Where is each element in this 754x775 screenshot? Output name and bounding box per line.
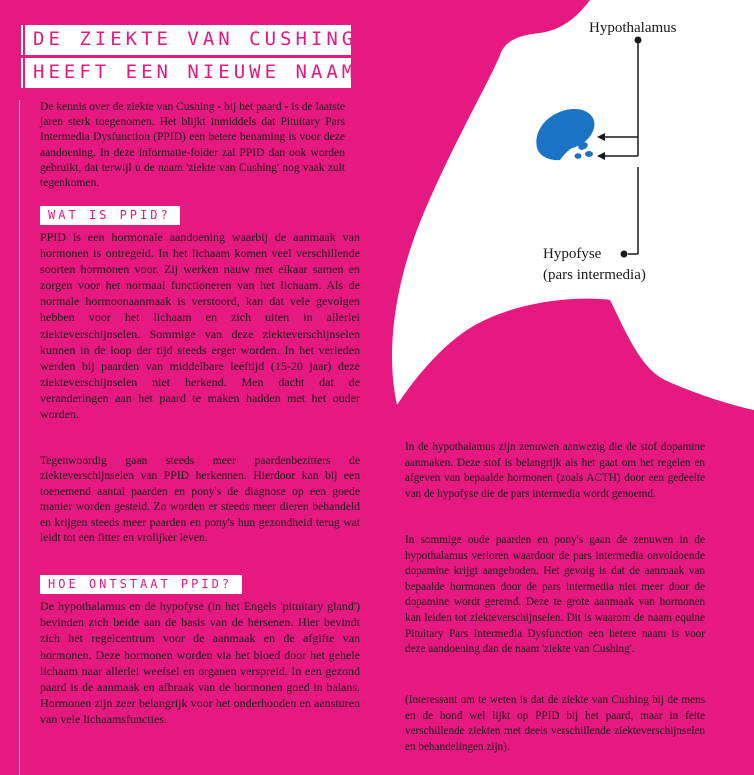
label-hypofyse: Hypofyse <box>543 246 602 262</box>
wat-is-ppid-paragraph-1: PPID is een hormonale aandoening waarbij de aanmaak van hormonen is ontregeld. In het lichaam komen veel verschillende soorten hormonen voor. Zij werken nauw met elkaar samen en zorgen voor het normaal functioneren van het lichaam. Als de normale hormoonaanmaak is verstoord, kan dat vele gevolgen hebben voor het lichaam en zich uiten in allerlei ziekteverschijnselen. Sommige van deze ziekteverschijnselen kunnen in de loop der tijd steeds erger worden. In het verleden werden bij paarden van middelbare leeftijd (15-20 jaar) deze ziekteverschijnselen niet herkend. Men dacht dat de veranderingen aan het paard te maken hadden met het ouder worden. <box>40 230 360 422</box>
horse-silhouette <box>392 0 754 410</box>
hypofyse-blob-3 <box>575 153 582 159</box>
label-hypothalamus: Hypothalamus <box>589 20 677 36</box>
page-title-line-1: DE ZIEKTE VAN CUSHING <box>25 25 351 55</box>
right-paragraph-3: (Interessant om te weten is dat de ziekte van Cushing bij de mens en de hond wel lijkt op PPID bij het paard, maar in feite verschillende ziekten met deels verschillende ziekteverschijnselen en behandelingen zijn). <box>405 694 705 753</box>
label-pars-intermedia: (pars intermedia) <box>543 267 646 283</box>
heading-wat-is-ppid: WAT IS PPID? <box>40 206 180 225</box>
hypothalamus-pointer-dot <box>635 37 642 44</box>
label-hypofyse-group <box>543 244 646 286</box>
right-paragraph-2: In sommige oude paarden en pony's gaan de zenuwen in de hypothalamus verloren waardoor de pars intermedia onvoldoende dopamine krijgt aangeboden. Het gevolg is dat de aanmaak van bepaalde hormonen door de pars intermedia niet meer door de dopamine wordt geremd. Deze te grote aanmaak van hormonen kan leiden tot ziekteverschijnselen. Dit is waarom de naam equine Pituitary Pars Intermedia Dysfunction een betere naam is voor deze aandoening dan de naam 'ziekte van Cushing'. <box>405 534 705 656</box>
right-paragraph-1: In de hypothalamus zijn zenuwen aanwezig die de stof dopamine aanmaken. Deze stof is belangrijk als het gaat om het regelen en afgeven van bepaalde hormonen (zoals ACTH) door een gedeelte van de hypofyse die de pars intermedia wordt genoemd. <box>405 441 705 500</box>
heading-hoe-ontstaat-ppid: HOE ONTSTAAT PPID? <box>40 575 242 594</box>
intro-paragraph: De kennis over de ziekte van Cushing - bij het paard - is de laatste jaren sterk toegenomen. Het blijkt inmiddels dat Pituitary Pars Intermedia Dysfunction (PPID) een betere benaming is voor deze aandoening. In deze informatie-folder zal PPID dan ook worden gebruikt, dat terwijl u de naam 'ziekte van Cushing' nog vaak zult tegenkomen. <box>40 101 345 190</box>
page-title-line-2: HEEFT EEN NIEUWE NAAM <box>25 58 351 88</box>
wat-is-ppid-paragraph-2: Tegenwoordig gaan steeds meer paardenbezitters de ziekteverschijnselen van PPID herkennen. Hierdoor kan bij een toenemend aantal paarden en pony's de diagnose op een goede manier worden gesteld. Zo worden er steeds meer dieren behandeld en krijgen steeds meer paarden en pony's hun gezondheid terug wat leidt tot een fitter en vrolijker leven. <box>40 454 360 545</box>
hypofyse-blob-2 <box>585 151 593 157</box>
hoe-ontstaat-paragraph-1: De hypothalamus en de hypofyse (in het Engels 'pituitary gland') bevinden zich beide aan de basis van de hersenen. Hier bevindt zich het regelcentrum voor de aanmaak en de afgifte van hormonen. Deze hormonen worden via het bloed door het gehele lichaam naar allerlei weefsel en organen verspreid. In een gezond paard is de aanmaak en afbraak van de hormonen goed in balans. Hormonen zijn zeer belangrijk voor het onderhouden en aansturen van vele lichaamsfuncties. <box>40 599 360 727</box>
